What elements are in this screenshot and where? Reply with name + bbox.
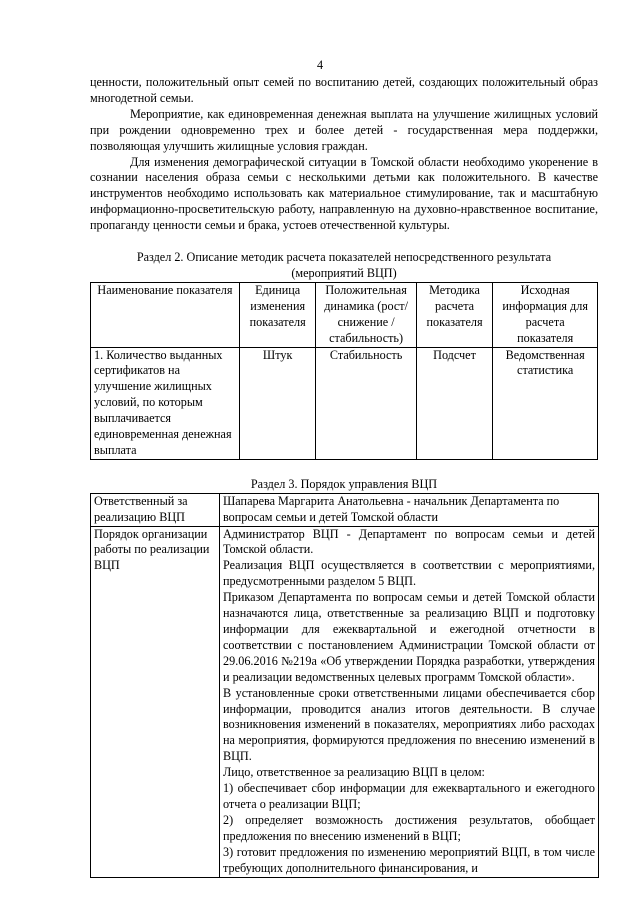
cell-source: Ведомственная статистика — [493, 347, 598, 459]
paragraph-3: Для изменения демографической ситуации в Томской области необходимо укоренение в сознании населения образа семьи с несколькими детьми как положительного. В качестве инструментов необходимо использовать как материальное стимулирование, так и масштабную информационно-просветительскую работу, направленную на духовно-нравственное воспитание, пропаганду ценности семьи и брака, устоев отечественной культуры. — [90, 154, 598, 233]
order-paragraph: В установленные сроки ответственными лицами обеспечивается сбор информации, проводится анализ итогов деятельности. В случае возникновения изменений в показателях, мероприятиях либо расходах на мероприятия, формируются предложения по внесению изменений в ВЦП. — [223, 685, 595, 764]
paragraph-1: ценности, положительный опыт семей по воспитанию детей, создающих положительный образ многодетной семьи. — [90, 75, 598, 105]
section3-title: Раздел 3. Порядок управления ВЦП — [250, 476, 438, 491]
header-indicator-name: Наименование показателя — [91, 282, 240, 347]
cell-method: Подсчет — [416, 347, 493, 459]
order-paragraph: Администратор ВЦП - Департамент по вопросам семьи и детей Томской области. — [223, 526, 595, 557]
header-source: Исходная информация для расчета показателя — [493, 282, 598, 347]
order-paragraph: 1) обеспечивает сбор информации для ежеквартального и ежегодного отчета о реализации ВЦП; — [223, 781, 595, 811]
order-paragraph: Реализация ВЦП осуществляется в соответствии с мероприятиями, предусмотренными разделом 5 ВЦП. — [223, 558, 595, 589]
header-dynamics: Положительная динамика (рост/снижение /стабильность) — [316, 282, 416, 347]
order-label: Порядок организации работы по реализации ВЦП — [91, 526, 220, 877]
order-content — [220, 526, 599, 877]
order-paragraph: Лицо, ответственное за реализацию ВЦП в целом: — [223, 765, 485, 780]
indicators-table — [90, 282, 598, 460]
table-row — [91, 347, 598, 459]
table-row — [91, 526, 599, 877]
table-header-row — [91, 282, 598, 347]
order-paragraph: 2) определяет возможность достижения результатов, обобщает предложения по внесению изменений в ВЦП; — [223, 812, 595, 843]
cell-unit: Штук — [239, 347, 316, 459]
document-page — [90, 58, 598, 878]
cell-indicator-name: 1. Количество выданных сертификатов на улучшение жилищных условий, по которым выплачивается единовременная денежная выплата — [91, 347, 240, 459]
header-method: Методика расчета показателя — [416, 282, 493, 347]
paragraph-2: Мероприятие, как единовременная денежная выплата на улучшение жилищных условий при рождении одновременно трех и более детей - государственная мера поддержки, позволяющая улучшить жилищные условия граждан. — [90, 106, 598, 153]
header-unit: Единица изменения показателя — [239, 282, 316, 347]
cell-dynamics: Стабильность — [316, 347, 416, 459]
responsible-value: Шапарева Маргарита Анатольевна - начальник Департамента по вопросам семьи и детей Томской области — [220, 493, 599, 526]
management-table — [90, 493, 599, 878]
section2-title: Раздел 2. Описание методик расчета показателей непосредственного результата — [136, 250, 552, 265]
responsible-label: Ответственный за реализацию ВЦП — [91, 493, 220, 526]
page-number: 4 — [316, 58, 324, 72]
table-row — [91, 493, 599, 526]
order-paragraph: Приказом Департамента по вопросам семьи и детей Томской области назначаются лица, ответственные за реализацию ВЦП и подготовку информации для ежеквартальной и ежегодной отчетности в соответствии с постановлением Администрации Томской области от 29.06.2016 №219а «Об утверждении Порядка разработки, утверждения и реализации ведомственных целевых программ Томской области». — [223, 590, 595, 684]
order-paragraph: 3) готовит предложения по изменению мероприятий ВЦП, в том числе требующих дополнительного финансирования, и — [223, 844, 595, 875]
section2-subtitle: (мероприятий ВЦП) — [291, 265, 397, 280]
